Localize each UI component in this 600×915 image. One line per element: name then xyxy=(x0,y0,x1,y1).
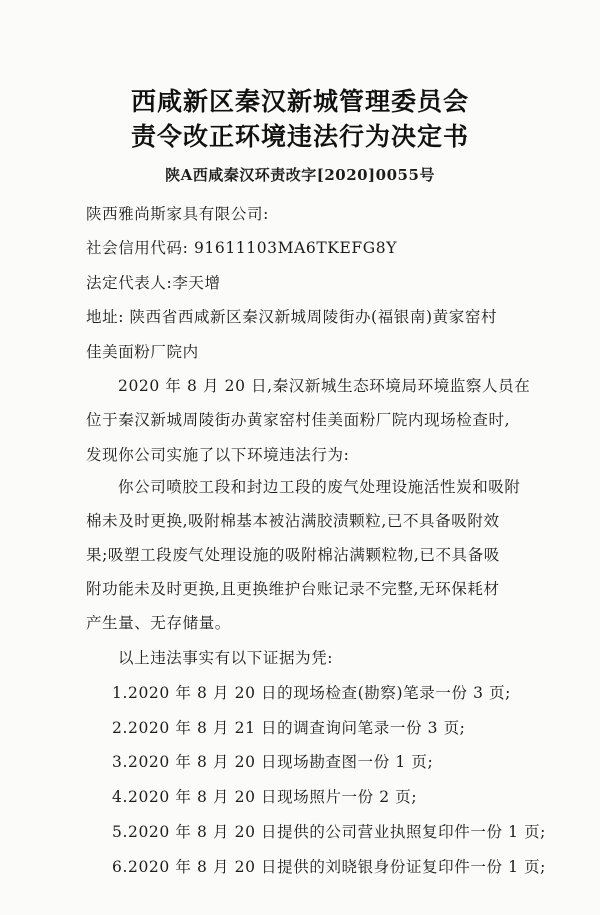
document-title-line2: 责令改正环境违法行为决定书 xyxy=(130,122,469,151)
legal-representative: 法定代表人:李天增 xyxy=(86,274,221,292)
address-line1: 地址: 陕西省西咸新区秦汉新城周陵街办(福银南)黄家窑村 xyxy=(86,308,498,326)
credit-code: 社会信用代码: 91611103MA6TKEFG8Y xyxy=(86,239,398,257)
company-name: 陕西雅尚斯家具有限公司: xyxy=(86,205,269,223)
paragraph1-line3: 发现你公司实施了以下环境违法行为: xyxy=(86,446,350,464)
paragraph2-line2: 棉未及时更换,吸附棉基本被沾满胶渍颗粒,已不具备吸附效 xyxy=(86,512,500,530)
address-line2: 佳美面粉厂院内 xyxy=(86,343,199,361)
document-number: 陕A西咸秦汉环责改字[2020]0055号 xyxy=(165,166,435,184)
paragraph1-line2: 位于秦汉新城周陵街办黄家窑村佳美面粉厂院内现场检查时, xyxy=(86,411,511,429)
evidence-intro: 以上违法事实有以下证据为凭: xyxy=(118,649,334,667)
paragraph2-line3: 果;吸塑工段废气处理设施的吸附棉沾满颗粒物,已不具备吸 xyxy=(86,546,500,564)
paragraph1-line1: 2020 年 8 月 20 日,秦汉新城生态环境局环境监察人员在 xyxy=(118,377,531,395)
evidence-item-4: 4.2020 年 8 月 20 日现场照片一份 2 页; xyxy=(112,788,418,806)
evidence-item-6: 6.2020 年 8 月 20 日提供的刘晓银身份证复印件一份 1 页; xyxy=(112,858,546,876)
evidence-item-1: 1.2020 年 8 月 20 日的现场检查(勘察)笔录一份 3 页; xyxy=(112,684,511,702)
evidence-item-2: 2.2020 年 8 月 21 日的调查询问笔录一份 3 页; xyxy=(112,719,466,737)
paragraph2-line4: 附功能未及时更换,且更换维护台账记录不完整,无环保耗材 xyxy=(86,580,500,598)
document-title-line1: 西咸新区秦汉新城管理委员会 xyxy=(130,87,469,116)
evidence-item-5: 5.2020 年 8 月 20 日提供的公司营业执照复印件一份 1 页; xyxy=(112,823,546,841)
paragraph2-line1: 你公司喷胶工段和封边工段的废气处理设施活性炭和吸附 xyxy=(118,478,521,496)
evidence-item-3: 3.2020 年 8 月 20 日现场勘查图一份 1 页; xyxy=(112,753,434,771)
paragraph2-line5: 产生量、无存储量。 xyxy=(86,614,231,632)
